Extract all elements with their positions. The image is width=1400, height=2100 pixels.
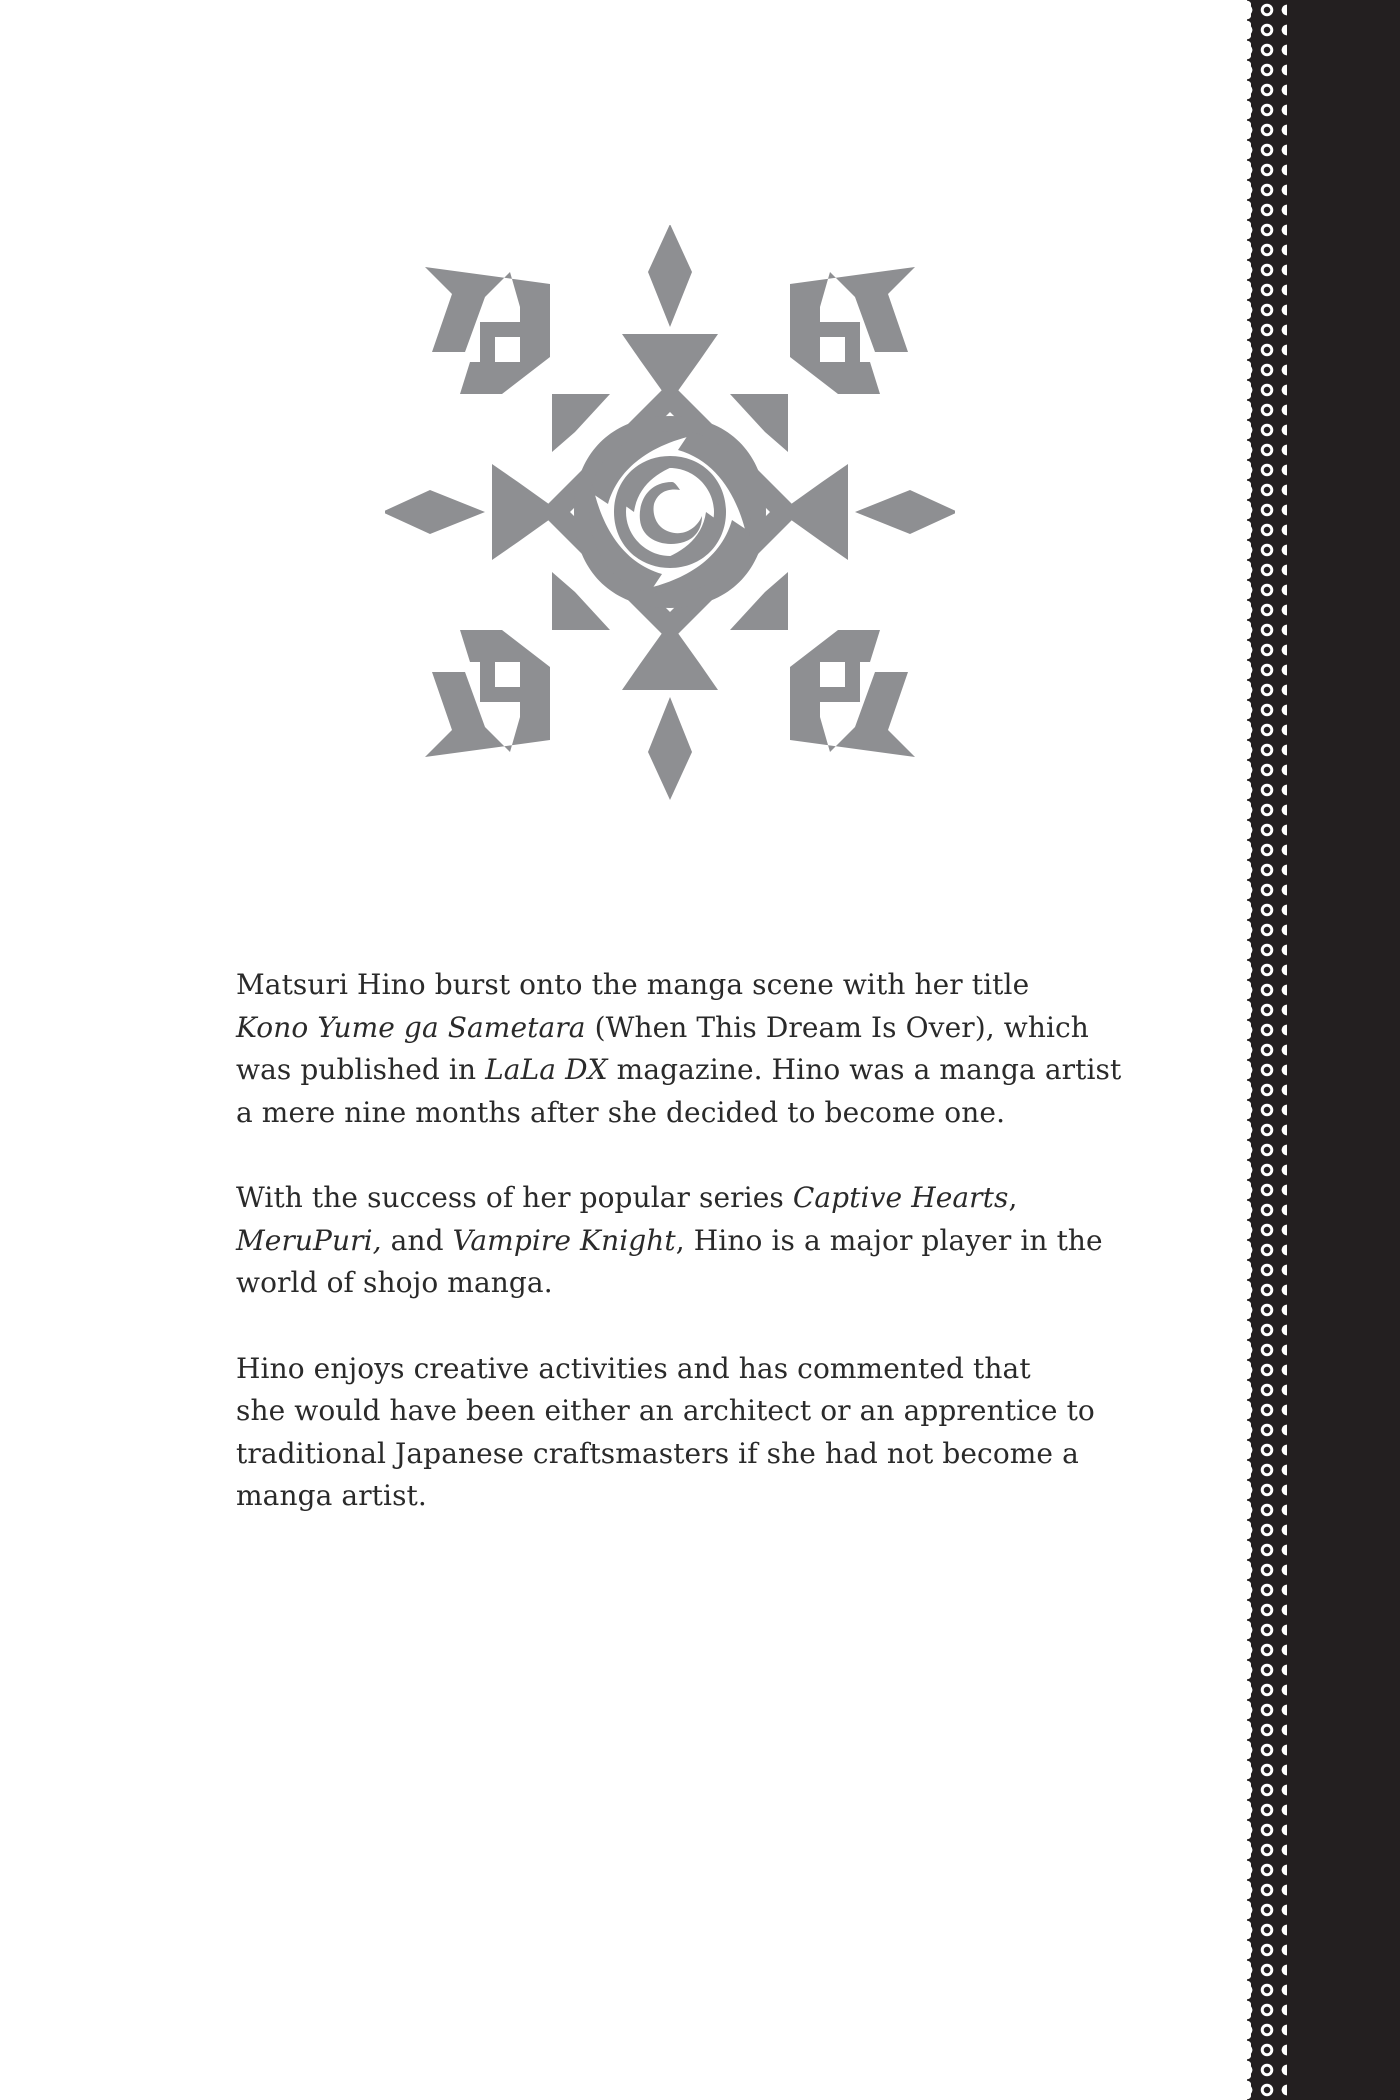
dark-band — [1287, 0, 1400, 2100]
bio-text: (When This Dream Is Over), which — [585, 1010, 1089, 1044]
bio-paragraph-series — [236, 1177, 1136, 1305]
bio-text: , Hino is a major player in the — [675, 1223, 1103, 1257]
bio-text: traditional Japanese craftsmasters if she had not become a — [236, 1436, 1079, 1470]
bio-text: she would have been either an architect or an apprentice to — [236, 1394, 1095, 1427]
bio-text: was published in — [236, 1053, 486, 1086]
series-title: Vampire Knight — [452, 1223, 676, 1257]
bio-paragraph-debut — [236, 964, 1136, 1134]
lace-pattern — [1247, 0, 1287, 2100]
bio-text: and — [381, 1223, 453, 1257]
bio-text: a mere nine months after she decided to become one. — [236, 1095, 1006, 1129]
bio-text: manga artist. — [236, 1479, 427, 1512]
bio-paragraph-interests — [236, 1348, 1136, 1518]
debut-title: Kono Yume ga Sametara — [236, 1010, 586, 1044]
magazine-title: LaLa DX — [485, 1053, 608, 1086]
series-title: Captive Hearts — [792, 1181, 1009, 1214]
bio-text: Hino enjoys creative activities and has commented that — [236, 1351, 1031, 1385]
bio-text: With the success of her popular series — [236, 1181, 793, 1214]
decorative-side-border — [1247, 0, 1400, 2100]
author-biography — [236, 964, 1136, 1561]
lace-edge — [1247, 0, 1251, 2100]
series-title: MeruPuri, — [236, 1223, 382, 1257]
bio-text: Matsuri Hino burst onto the manga scene with her title — [236, 968, 1030, 1001]
bio-text: , — [1008, 1181, 1018, 1214]
bio-text: magazine. Hino was a manga artist — [607, 1053, 1122, 1086]
rose-cross-crest-icon — [385, 225, 955, 800]
bio-text: world of shojo manga. — [236, 1266, 553, 1299]
